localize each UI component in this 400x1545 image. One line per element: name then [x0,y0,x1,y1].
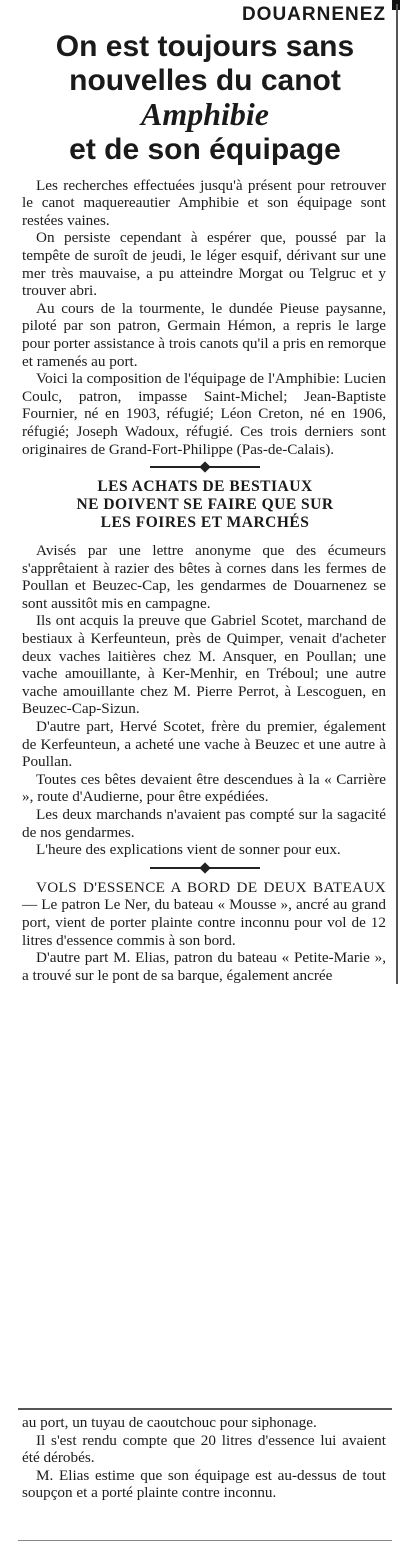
section2-headline-line-2: NE DOIVENT SE FAIRE QUE SUR [76,496,334,514]
section-separator [150,466,260,468]
headline-line-4: et de son équipage [69,133,341,167]
section3-lead-caps: VOLS D'ESSENCE A BORD DE DEUX BATEAUX [36,878,386,896]
section3-body [18,879,392,985]
section2-paragraph-2: Ils ont acquis la preuve que Gabriel Scotet, marchand de bestiaux à Kerfeunteun, près de Quimper, venait d'acheter deux vaches laitières chez M. Ansquer, en Poullan; une vache amouillante, à Ker-Menhir, en Tréboul; une autre vache amouillante chez M. Pierre Perrot, à Lescoguen, en Beuzec-Cap-Sizun. [22,612,386,718]
section-separator-2 [150,867,260,869]
section2-body [18,542,392,859]
article-column [18,4,398,984]
article-paragraph-2: On persiste cependant à espérer que, poussé par la tempête de suroît de jeudi, le léger esquif, dérivant sur une mer très mauvaise, a pu atteindre Morgat ou Telgruc et y trouver abri. [22,229,386,300]
article-body [18,177,392,459]
section2-headline [18,478,392,532]
article-paragraph-1: Les recherches effectuées jusqu'à présent pour retrouver le canot maquereautier Amphibie et son équipage sont restées vaines. [22,176,386,229]
dateline: DOUARNENEZ [241,4,386,25]
article-paragraph-4: Voici la composition de l'équipage de l'Amphibie: Lucien Coulc, patron, impasse Saint-Michel; Jean-Baptiste Fournier, né en 1903, réfugié; Léon Creton, né en 1906, réfugié; Joseph Wadoux, réfugié. Ces trois derniers sont originaires de Grand-Fort-Philippe (Pas-de-Calais). [22,370,386,458]
article-paragraph-3: Au cours de la tourmente, le dundée Pieuse paysanne, piloté par son patron, Germain Hémon, a repris le large pour porter assistance à trois canots qu'il a pris en remorque et ramenés au port. [22,299,386,370]
section2-headline-line-3: LES FOIRES ET MARCHÉS [100,514,310,532]
article-headline [18,30,392,167]
section2-paragraph-5: Les deux marchands n'avaient pas compté sur la sagacité de nos gendarmes. [22,806,386,841]
section3-paragraph-2: D'autre part M. Elias, patron du bateau « Petite-Marie », a trouvé sur le pont de sa barque, également ancrée [22,949,386,984]
continuation-paragraph-3: M. Elias estime que son équipage est au-dessus de tout soupçon et a porté plainte contre inconnu. [22,1466,386,1502]
section3-lead-text: — Le patron Le Ner, du bateau « Mousse », ancré au grand port, vient de porter plainte contre inconnu pour vol de 12 litres d'essence commis à son bord. [22,896,386,949]
section2-paragraph-3: D'autre part, Hervé Scotet, frère du premier, également de Kerfeunteun, a acheté une vache à Beuzec et une autre à Poullan. [22,718,386,771]
continuation-body [18,1414,392,1502]
section2-paragraph-4: Toutes ces bêtes devaient être descendues à la « Carrière », route d'Audierne, pour être expédiées. [22,770,386,806]
continuation-paragraph-2: Il s'est rendu compte que 20 litres d'essence lui avaient été dérobés. [22,1431,386,1467]
section2-headline-line-1: LES ACHATS DE BESTIAUX [97,478,313,496]
section3-paragraph-1 [22,879,386,949]
headline-line-2: nouvelles du canot [69,63,341,97]
section2-paragraph-1: Avisés par une lettre anonyme que des écumeurs s'apprêtaient à razier des bêtes à cornes dans les fermes de Poullan et Beuzec-Cap, les gendarmes de Douarnenez se sont aussitôt mis en campagne. [22,542,386,612]
bottom-rule [18,1540,392,1541]
headline-line-1: On est toujours sans [55,30,355,63]
section2-paragraph-6: L'heure des explications vient de sonner pour eux. [36,841,341,859]
headline-line-3: Amphibie [140,96,269,133]
continuation-column [18,1408,392,1502]
continuation-paragraph-1: au port, un tuyau de caoutchouc pour siphonage. [22,1414,317,1431]
